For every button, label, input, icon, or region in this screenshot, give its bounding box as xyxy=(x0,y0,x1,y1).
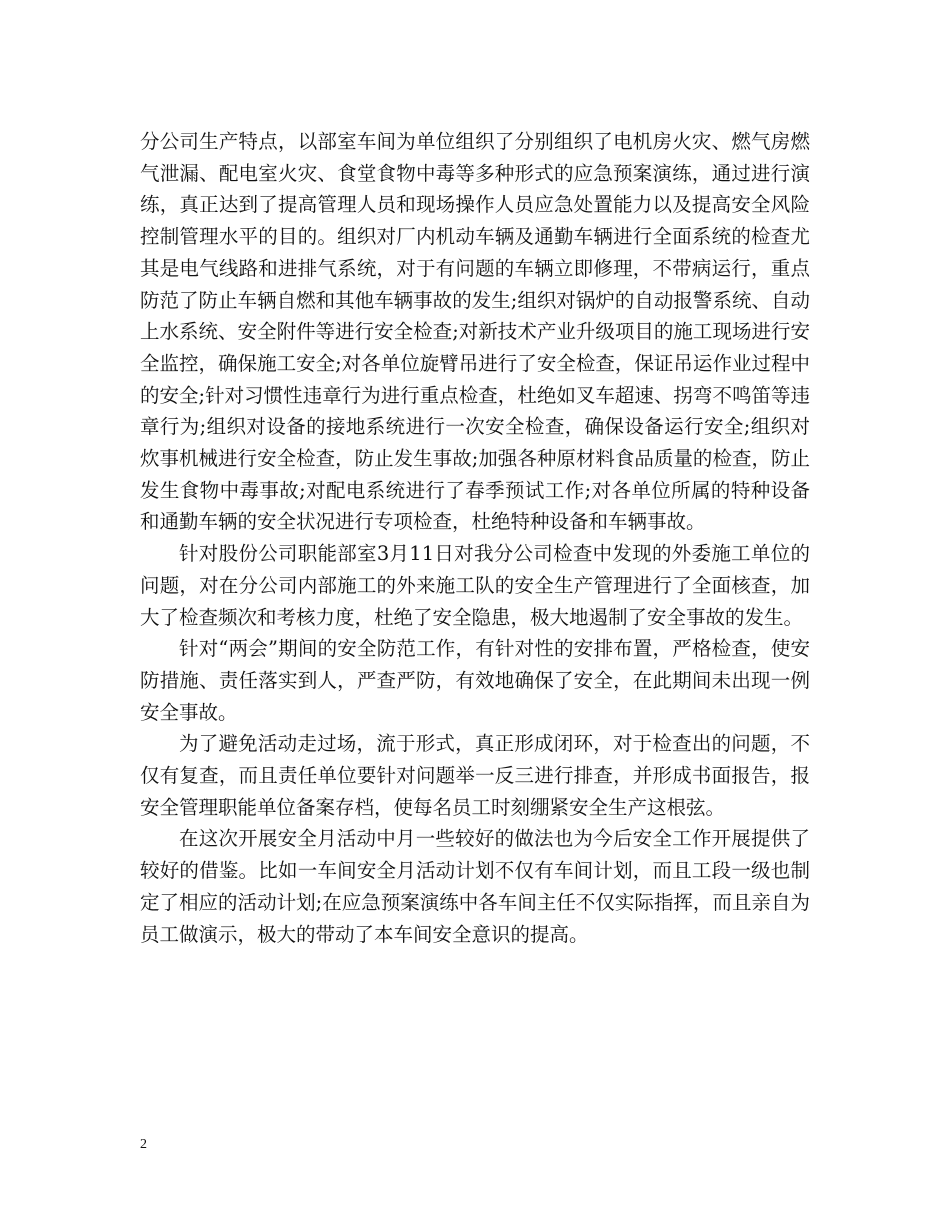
paragraph-contractor-management: 针对股份公司职能部室3月11日对我分公司检查中发现的外委施工单位的问题，对在分公司内部施工的外来施工队的安全生产管理进行了全面核查，加大了检查频次和考核力度，杜绝了安全隐患，极大地遏制了安全事故的发生。 xyxy=(140,542,810,629)
paragraph-closed-loop-followup: 为了避免活动走过场，流于形式，真正形成闭环，对于检查出的问题，不仅有复查，而且责任单位要针对问题举一反三进行排查，并形成书面报告，报安全管理职能单位备案存档，使每名员工时刻绷紧安全生产这根弦。 xyxy=(140,732,810,819)
page-number: 2 xyxy=(140,1137,147,1152)
paragraph-good-practices: 在这次开展安全月活动中月一些较好的做法也为今后安全工作开展提供了较好的借鉴。比如一车间安全月活动计划不仅有车间计划，而且工段一级也制定了相应的活动计划;在应急预案演练中各车间主任不仅实际指挥，而且亲自为员工做演示，极大的带动了本车间安全意识的提高。 xyxy=(140,827,810,946)
paragraph-two-sessions-security: 针对“两会”期间的安全防范工作，有针对性的安排布置，严格检查，使安防措施、责任落实到人，严查严防，有效地确保了安全，在此期间未出现一例安全事故。 xyxy=(140,637,810,724)
paragraph-safety-drills-and-inspections: 分公司生产特点，以部室车间为单位组织了分别组织了电机房火灾、燃气房燃气泄漏、配电室火灾、食堂食物中毒等多种形式的应急预案演练，通过进行演练，真正达到了提高管理人员和现场操作人员应急处置能力以及提高安全风险控制管理水平的目的。组织对厂内机动车辆及通勤车辆进行全面系统的检查尤其是电气线路和进排气系统，对于有问题的车辆立即修理，不带病运行，重点防范了防止车辆自燃和其他车辆事故的发生;组织对锅炉的自动报警系统、自动上水系统、安全附件等进行安全检查;对新技术产业升级项目的施工现场进行安全监控，确保施工安全;对各单位旋臂吊进行了安全检查，保证吊运作业过程中的安全;针对习惯性违章行为进行重点检查，杜绝如叉车超速、拐弯不鸣笛等违章行为;组织对设备的接地系统进行一次安全检查，确保设备运行安全;组织对炊事机械进行安全检查，防止发生事故;加强各种原材料食品质量的检查，防止发生食物中毒事故;对配电系统进行了春季预试工作;对各单位所属的特种设备和通勤车辆的安全状况进行专项检查，杜绝特种设备和车辆事故。 xyxy=(140,130,810,534)
body-text xyxy=(140,126,810,950)
